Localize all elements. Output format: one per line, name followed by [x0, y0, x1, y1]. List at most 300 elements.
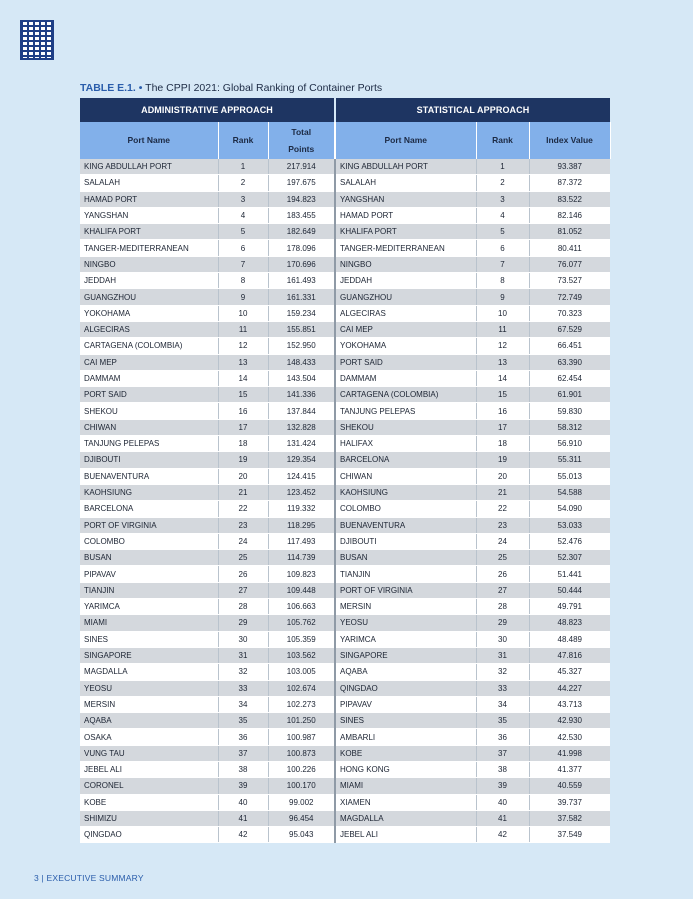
admin-rank-cell: 8: [218, 273, 268, 289]
total-points-cell: 148.433: [268, 354, 335, 370]
stat-rank-cell: 13: [476, 354, 529, 370]
index-value-cell: 93.387: [529, 159, 610, 175]
stat-rank-cell: 28: [476, 599, 529, 615]
table-row: [80, 305, 610, 321]
index-value-cell: 87.372: [529, 175, 610, 191]
table-row: [80, 370, 610, 386]
stat-port-name-cell: SALALAH: [335, 175, 476, 191]
total-points-cell: 152.950: [268, 338, 335, 354]
stat-rank-cell: 16: [476, 403, 529, 419]
admin-port-name-cell: COLOMBO: [80, 533, 218, 549]
admin-port-name-cell: JEBEL ALI: [80, 761, 218, 777]
admin-port-name-cell: MERSIN: [80, 696, 218, 712]
admin-rank-cell: 31: [218, 647, 268, 663]
index-value-cell: 39.737: [529, 794, 610, 810]
stat-port-name-cell: BUENAVENTURA: [335, 517, 476, 533]
total-points-cell: 118.295: [268, 517, 335, 533]
admin-rank-cell: 28: [218, 599, 268, 615]
table-row: [80, 501, 610, 517]
admin-rank-cell: 40: [218, 794, 268, 810]
stat-rank-cell: 18: [476, 436, 529, 452]
index-value-cell: 83.522: [529, 191, 610, 207]
table-row: [80, 615, 610, 631]
table-row: [80, 566, 610, 582]
stat-rank-cell: 21: [476, 484, 529, 500]
index-value-cell: 62.454: [529, 370, 610, 386]
index-value-cell: 49.791: [529, 599, 610, 615]
admin-port-name-cell: YOKOHAMA: [80, 305, 218, 321]
total-points-header-line2: Points: [288, 143, 315, 154]
total-points-cell: 129.354: [268, 452, 335, 468]
index-value-cell: 76.077: [529, 256, 610, 272]
index-value-cell: 37.549: [529, 827, 610, 843]
stat-rank-cell: 31: [476, 647, 529, 663]
total-points-cell: 103.562: [268, 647, 335, 663]
table-row: [80, 354, 610, 370]
stat-port-name-cell: BUSAN: [335, 550, 476, 566]
admin-rank-cell: 12: [218, 338, 268, 354]
total-points-cell: 117.493: [268, 533, 335, 549]
index-value-cell: 52.307: [529, 550, 610, 566]
caption-bullet: •: [138, 82, 143, 94]
stat-port-name-cell: JEDDAH: [335, 273, 476, 289]
stat-port-name-cell: DAMMAM: [335, 370, 476, 386]
table-title: The CPPI 2021: Global Ranking of Container Ports: [145, 82, 383, 94]
admin-rank-cell: 17: [218, 419, 268, 435]
admin-rank-cell: 26: [218, 566, 268, 582]
admin-port-name-cell: HAMAD PORT: [80, 191, 218, 207]
total-points-cell: 95.043: [268, 827, 335, 843]
admin-port-name-cell: GUANGZHOU: [80, 289, 218, 305]
stat-port-name-cell: MERSIN: [335, 599, 476, 615]
table-row: [80, 403, 610, 419]
table-row: [80, 207, 610, 223]
table-row: [80, 191, 610, 207]
stat-rank-cell: 9: [476, 289, 529, 305]
index-value-cell: 45.327: [529, 664, 610, 680]
total-points-cell: 96.454: [268, 810, 335, 826]
admin-port-name-cell: SHIMIZU: [80, 810, 218, 826]
admin-rank-cell: 4: [218, 207, 268, 223]
total-points-cell: 194.823: [268, 191, 335, 207]
admin-port-name-cell: OSAKA: [80, 729, 218, 745]
stat-port-name-cell: SINES: [335, 713, 476, 729]
total-points-cell: 103.005: [268, 664, 335, 680]
stat-port-name-cell: NINGBO: [335, 256, 476, 272]
table-row: [80, 778, 610, 794]
table-row: [80, 256, 610, 272]
admin-rank-cell: 35: [218, 713, 268, 729]
stat-port-name-cell: HALIFAX: [335, 436, 476, 452]
stat-port-name-cell: COLOMBO: [335, 501, 476, 517]
admin-port-name-cell: KAOHSIUNG: [80, 484, 218, 500]
total-points-cell: 131.424: [268, 436, 335, 452]
index-value-cell: 82.146: [529, 207, 610, 223]
admin-port-name-cell: KHALIFA PORT: [80, 224, 218, 240]
stat-rank-cell: 20: [476, 468, 529, 484]
admin-port-name-cell: BUENAVENTURA: [80, 468, 218, 484]
table-row: [80, 599, 610, 615]
admin-rank-cell: 10: [218, 305, 268, 321]
stat-port-name-cell: KOBE: [335, 745, 476, 761]
admin-port-name-cell: TANJUNG PELEPAS: [80, 436, 218, 452]
admin-port-name-cell: NINGBO: [80, 256, 218, 272]
stat-rank-cell: 29: [476, 615, 529, 631]
index-value-cell: 72.749: [529, 289, 610, 305]
index-value-cell: 44.227: [529, 680, 610, 696]
index-value-cell: 56.910: [529, 436, 610, 452]
admin-port-name-cell: CAI MEP: [80, 354, 218, 370]
admin-port-name-header: Port Name: [80, 122, 218, 159]
stat-port-name-cell: YEOSU: [335, 615, 476, 631]
total-points-cell: 183.455: [268, 207, 335, 223]
index-value-cell: 43.713: [529, 696, 610, 712]
admin-rank-cell: 25: [218, 550, 268, 566]
total-points-cell: 161.331: [268, 289, 335, 305]
table-row: [80, 696, 610, 712]
table-row: [80, 387, 610, 403]
stat-port-name-cell: CAI MEP: [335, 321, 476, 337]
stat-rank-cell: 19: [476, 452, 529, 468]
total-points-cell: 109.448: [268, 582, 335, 598]
total-points-cell: 100.170: [268, 778, 335, 794]
admin-rank-cell: 32: [218, 664, 268, 680]
admin-rank-cell: 16: [218, 403, 268, 419]
admin-rank-cell: 36: [218, 729, 268, 745]
admin-rank-cell: 13: [218, 354, 268, 370]
index-value-cell: 40.559: [529, 778, 610, 794]
stat-rank-cell: 41: [476, 810, 529, 826]
table-row: [80, 517, 610, 533]
index-value-cell: 54.588: [529, 484, 610, 500]
stat-rank-cell: 32: [476, 664, 529, 680]
admin-rank-cell: 34: [218, 696, 268, 712]
index-value-cell: 47.816: [529, 647, 610, 663]
total-points-cell: 100.873: [268, 745, 335, 761]
total-points-cell: 197.675: [268, 175, 335, 191]
total-points-cell: 137.844: [268, 403, 335, 419]
table-row: [80, 664, 610, 680]
total-points-cell: 101.250: [268, 713, 335, 729]
table-row: [80, 175, 610, 191]
stat-port-name-cell: HAMAD PORT: [335, 207, 476, 223]
stat-rank-cell: 7: [476, 256, 529, 272]
admin-rank-cell: 30: [218, 631, 268, 647]
stat-port-name-cell: BARCELONA: [335, 452, 476, 468]
total-points-cell: 141.336: [268, 387, 335, 403]
stat-port-name-cell: TIANJIN: [335, 566, 476, 582]
admin-port-name-cell: PIPAVAV: [80, 566, 218, 582]
index-value-cell: 48.823: [529, 615, 610, 631]
stat-rank-cell: 34: [476, 696, 529, 712]
stat-port-name-cell: PIPAVAV: [335, 696, 476, 712]
total-points-cell: 217.914: [268, 159, 335, 175]
stat-rank-cell: 8: [476, 273, 529, 289]
stat-port-name-cell: KAOHSIUNG: [335, 484, 476, 500]
total-points-cell: 102.273: [268, 696, 335, 712]
table-row: [80, 713, 610, 729]
admin-port-name-cell: JEDDAH: [80, 273, 218, 289]
admin-port-name-cell: PORT SAID: [80, 387, 218, 403]
table-row: [80, 729, 610, 745]
stat-rank-cell: 42: [476, 827, 529, 843]
table-row: [80, 273, 610, 289]
admin-rank-cell: 5: [218, 224, 268, 240]
index-value-cell: 67.529: [529, 321, 610, 337]
stat-port-name-cell: CARTAGENA (COLOMBIA): [335, 387, 476, 403]
total-points-cell: 109.823: [268, 566, 335, 582]
admin-rank-cell: 24: [218, 533, 268, 549]
stat-rank-cell: 35: [476, 713, 529, 729]
admin-port-name-cell: DAMMAM: [80, 370, 218, 386]
admin-port-name-cell: SHEKOU: [80, 403, 218, 419]
admin-rank-cell: 3: [218, 191, 268, 207]
admin-rank-cell: 33: [218, 680, 268, 696]
total-points-header-line1: Total: [291, 127, 312, 138]
stat-rank-cell: 23: [476, 517, 529, 533]
table-row: [80, 582, 610, 598]
stat-rank-cell: 1: [476, 159, 529, 175]
index-value-cell: 80.411: [529, 240, 610, 256]
admin-rank-cell: 2: [218, 175, 268, 191]
stat-rank-header: Rank: [476, 122, 529, 159]
ranking-table: [80, 98, 611, 843]
admin-rank-cell: 1: [218, 159, 268, 175]
stat-port-name-cell: ALGECIRAS: [335, 305, 476, 321]
stat-rank-cell: 17: [476, 419, 529, 435]
stat-rank-cell: 5: [476, 224, 529, 240]
admin-port-name-cell: TANGER-MEDITERRANEAN: [80, 240, 218, 256]
table-row: [80, 533, 610, 549]
stat-port-name-cell: KING ABDULLAH PORT: [335, 159, 476, 175]
stat-rank-cell: 6: [476, 240, 529, 256]
table-row: [80, 436, 610, 452]
admin-port-name-cell: VUNG TAU: [80, 745, 218, 761]
index-value-cell: 58.312: [529, 419, 610, 435]
admin-rank-cell: 21: [218, 484, 268, 500]
index-value-cell: 70.323: [529, 305, 610, 321]
index-value-cell: 63.390: [529, 354, 610, 370]
admin-rank-cell: 37: [218, 745, 268, 761]
index-value-cell: 61.901: [529, 387, 610, 403]
table-row: [80, 810, 610, 826]
table-row: [80, 419, 610, 435]
table-row: [80, 224, 610, 240]
stat-rank-cell: 27: [476, 582, 529, 598]
stat-port-name-cell: QINGDAO: [335, 680, 476, 696]
index-value-cell: 42.930: [529, 713, 610, 729]
table-row: [80, 289, 610, 305]
index-value-cell: 41.998: [529, 745, 610, 761]
stat-port-name-cell: PORT SAID: [335, 354, 476, 370]
index-value-cell: 55.311: [529, 452, 610, 468]
stat-port-name-cell: TANGER-MEDITERRANEAN: [335, 240, 476, 256]
admin-port-name-cell: CARTAGENA (COLOMBIA): [80, 338, 218, 354]
stat-rank-cell: 37: [476, 745, 529, 761]
admin-rank-cell: 7: [218, 256, 268, 272]
stat-rank-cell: 11: [476, 321, 529, 337]
admin-rank-cell: 42: [218, 827, 268, 843]
stat-port-name-cell: JEBEL ALI: [335, 827, 476, 843]
admin-port-name-cell: YARIMCA: [80, 599, 218, 615]
admin-rank-cell: 22: [218, 501, 268, 517]
table-row: [80, 321, 610, 337]
admin-rank-cell: 20: [218, 468, 268, 484]
stat-rank-cell: 24: [476, 533, 529, 549]
admin-rank-cell: 15: [218, 387, 268, 403]
index-value-cell: 37.582: [529, 810, 610, 826]
stat-rank-cell: 3: [476, 191, 529, 207]
index-value-header: Index Value: [529, 122, 610, 159]
stat-port-name-header: Port Name: [335, 122, 476, 159]
statistical-approach-header: STATISTICAL APPROACH: [335, 98, 610, 122]
admin-port-name-cell: YANGSHAN: [80, 207, 218, 223]
admin-port-name-cell: KING ABDULLAH PORT: [80, 159, 218, 175]
admin-rank-cell: 23: [218, 517, 268, 533]
total-points-cell: 143.504: [268, 370, 335, 386]
table-row: [80, 631, 610, 647]
total-points-cell: 105.762: [268, 615, 335, 631]
stat-rank-cell: 36: [476, 729, 529, 745]
logo: [20, 20, 54, 60]
total-points-cell: 161.493: [268, 273, 335, 289]
stat-port-name-cell: DJIBOUTI: [335, 533, 476, 549]
total-points-cell: 114.739: [268, 550, 335, 566]
admin-port-name-cell: MIAMI: [80, 615, 218, 631]
stat-rank-cell: 30: [476, 631, 529, 647]
admin-rank-cell: 9: [218, 289, 268, 305]
table-row: [80, 484, 610, 500]
table-row: [80, 338, 610, 354]
index-value-cell: 53.033: [529, 517, 610, 533]
stat-rank-cell: 25: [476, 550, 529, 566]
admin-port-name-cell: KOBE: [80, 794, 218, 810]
admin-port-name-cell: BARCELONA: [80, 501, 218, 517]
admin-port-name-cell: TIANJIN: [80, 582, 218, 598]
index-value-cell: 73.527: [529, 273, 610, 289]
total-points-cell: 132.828: [268, 419, 335, 435]
admin-rank-cell: 38: [218, 761, 268, 777]
stat-port-name-cell: SHEKOU: [335, 419, 476, 435]
admin-rank-cell: 39: [218, 778, 268, 794]
stat-port-name-cell: TANJUNG PELEPAS: [335, 403, 476, 419]
stat-rank-cell: 4: [476, 207, 529, 223]
admin-rank-cell: 27: [218, 582, 268, 598]
table-body: [80, 159, 610, 843]
admin-port-name-cell: CORONEL: [80, 778, 218, 794]
total-points-cell: 159.234: [268, 305, 335, 321]
index-value-cell: 66.451: [529, 338, 610, 354]
stat-port-name-cell: MIAMI: [335, 778, 476, 794]
admin-rank-header: Rank: [218, 122, 268, 159]
footer-page-label: 3 | EXECUTIVE SUMMARY: [34, 873, 144, 883]
total-points-cell: 105.359: [268, 631, 335, 647]
stat-rank-cell: 2: [476, 175, 529, 191]
stat-rank-cell: 38: [476, 761, 529, 777]
stat-rank-cell: 39: [476, 778, 529, 794]
total-points-cell: 124.415: [268, 468, 335, 484]
total-points-cell: 106.663: [268, 599, 335, 615]
table-row: [80, 452, 610, 468]
table-caption: [80, 82, 382, 94]
admin-rank-cell: 19: [218, 452, 268, 468]
table-row: [80, 159, 610, 175]
stat-port-name-cell: XIAMEN: [335, 794, 476, 810]
admin-port-name-cell: MAGDALLA: [80, 664, 218, 680]
stat-port-name-cell: CHIWAN: [335, 468, 476, 484]
stat-port-name-cell: KHALIFA PORT: [335, 224, 476, 240]
stat-rank-cell: 12: [476, 338, 529, 354]
stat-rank-cell: 15: [476, 387, 529, 403]
index-value-cell: 50.444: [529, 582, 610, 598]
administrative-approach-header: ADMINISTRATIVE APPROACH: [80, 98, 335, 122]
stat-port-name-cell: YANGSHAN: [335, 191, 476, 207]
admin-port-name-cell: QINGDAO: [80, 827, 218, 843]
index-value-cell: 55.013: [529, 468, 610, 484]
admin-port-name-cell: SINGAPORE: [80, 647, 218, 663]
total-points-cell: 100.226: [268, 761, 335, 777]
table-row: [80, 647, 610, 663]
stat-port-name-cell: AQABA: [335, 664, 476, 680]
admin-port-name-cell: CHIWAN: [80, 419, 218, 435]
total-points-cell: 170.696: [268, 256, 335, 272]
total-points-cell: 102.674: [268, 680, 335, 696]
admin-rank-cell: 41: [218, 810, 268, 826]
admin-port-name-cell: YEOSU: [80, 680, 218, 696]
table-row: [80, 240, 610, 256]
stat-rank-cell: 33: [476, 680, 529, 696]
index-value-cell: 48.489: [529, 631, 610, 647]
stat-rank-cell: 40: [476, 794, 529, 810]
total-points-cell: 155.851: [268, 321, 335, 337]
stat-port-name-cell: YARIMCA: [335, 631, 476, 647]
admin-port-name-cell: DJIBOUTI: [80, 452, 218, 468]
admin-rank-cell: 18: [218, 436, 268, 452]
stat-port-name-cell: GUANGZHOU: [335, 289, 476, 305]
total-points-cell: 178.096: [268, 240, 335, 256]
table-row: [80, 827, 610, 843]
total-points-header: [268, 122, 335, 159]
stat-rank-cell: 26: [476, 566, 529, 582]
index-value-cell: 41.377: [529, 761, 610, 777]
stat-port-name-cell: HONG KONG: [335, 761, 476, 777]
admin-rank-cell: 29: [218, 615, 268, 631]
stat-port-name-cell: MAGDALLA: [335, 810, 476, 826]
stat-rank-cell: 22: [476, 501, 529, 517]
index-value-cell: 52.476: [529, 533, 610, 549]
admin-port-name-cell: ALGECIRAS: [80, 321, 218, 337]
admin-rank-cell: 11: [218, 321, 268, 337]
total-points-cell: 100.987: [268, 729, 335, 745]
stat-rank-cell: 10: [476, 305, 529, 321]
admin-port-name-cell: SALALAH: [80, 175, 218, 191]
index-value-cell: 59.830: [529, 403, 610, 419]
total-points-cell: 119.332: [268, 501, 335, 517]
table-row: [80, 794, 610, 810]
table-row: [80, 680, 610, 696]
table-row: [80, 468, 610, 484]
admin-rank-cell: 14: [218, 370, 268, 386]
stat-port-name-cell: PORT OF VIRGINIA: [335, 582, 476, 598]
admin-port-name-cell: BUSAN: [80, 550, 218, 566]
admin-port-name-cell: SINES: [80, 631, 218, 647]
table-number: TABLE E.1.: [80, 82, 136, 94]
stat-port-name-cell: SINGAPORE: [335, 647, 476, 663]
index-value-cell: 54.090: [529, 501, 610, 517]
admin-port-name-cell: PORT OF VIRGINIA: [80, 517, 218, 533]
total-points-cell: 123.452: [268, 484, 335, 500]
total-points-cell: 99.002: [268, 794, 335, 810]
